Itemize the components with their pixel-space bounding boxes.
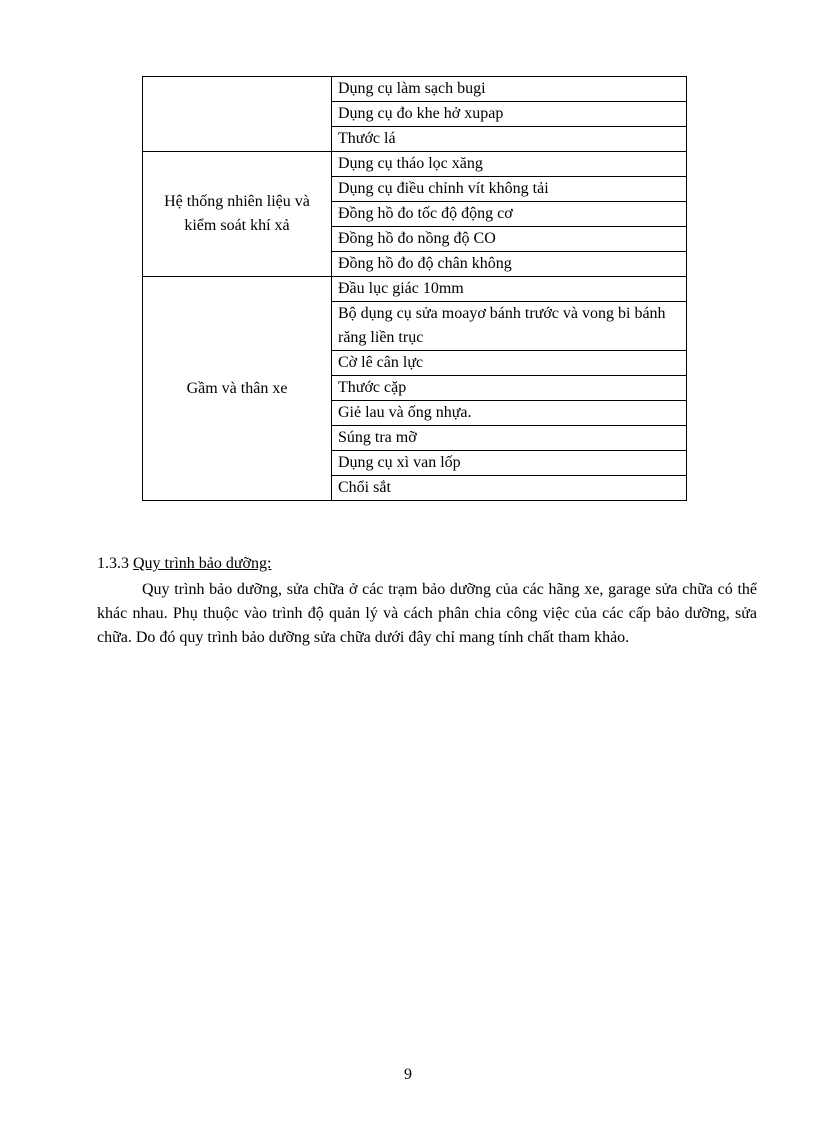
table-row <box>143 152 687 177</box>
tool-item: Đồng hồ đo nồng độ CO <box>332 227 687 252</box>
section-number: 1.3.3 <box>97 555 133 572</box>
tool-item: Đồng hồ đo độ chân không <box>332 252 687 277</box>
tool-item: Đồng hồ đo tốc độ động cơ <box>332 202 687 227</box>
tool-item: Súng tra mỡ <box>332 426 687 451</box>
page-number: 9 <box>404 1066 412 1083</box>
body-paragraph: Quy trình bảo dưỡng, sửa chữa ở các trạm bảo dưỡng của các hãng xe, garage sửa chữa có thể khác nhau. Phụ thuộc vào trình độ quản lý và cách phân chia công việc của các cấp bảo dưỡng, sửa chữa. Do đó quy trình bảo dưỡng sửa chữa dưới đây chỉ mang tính chất tham khảo. <box>97 581 757 646</box>
tool-item: Dụng cụ đo khe hở xupap <box>332 102 687 127</box>
tool-item: Thước cặp <box>332 376 687 401</box>
tool-item: Chổi sắt <box>332 476 687 501</box>
tool-item: Thước lá <box>332 127 687 152</box>
tool-item: Dụng cụ điều chỉnh vít không tải <box>332 177 687 202</box>
tool-item: Giẻ lau và ống nhựa. <box>332 401 687 426</box>
tool-item: Đầu lục giác 10mm <box>332 277 687 302</box>
section-heading <box>97 555 271 573</box>
section-title: Quy trình bảo dưỡng: <box>133 555 272 572</box>
tool-item: Dụng cụ làm sạch bugi <box>332 77 687 102</box>
group-label: Gầm và thân xe <box>143 277 332 501</box>
tool-item: Dụng cụ xì van lốp <box>332 451 687 476</box>
table-row <box>143 77 687 102</box>
table-row <box>143 277 687 302</box>
tools-table <box>142 76 687 501</box>
tool-item: Dụng cụ tháo lọc xăng <box>332 152 687 177</box>
group-label: Hệ thống nhiên liệu và kiểm soát khí xả <box>143 152 332 277</box>
tool-item: Cờ lê cân lực <box>332 351 687 376</box>
tool-item: Bộ dụng cụ sửa moayơ bánh trước và vong bi bánh răng liền trục <box>332 302 687 351</box>
group-label <box>143 77 332 152</box>
